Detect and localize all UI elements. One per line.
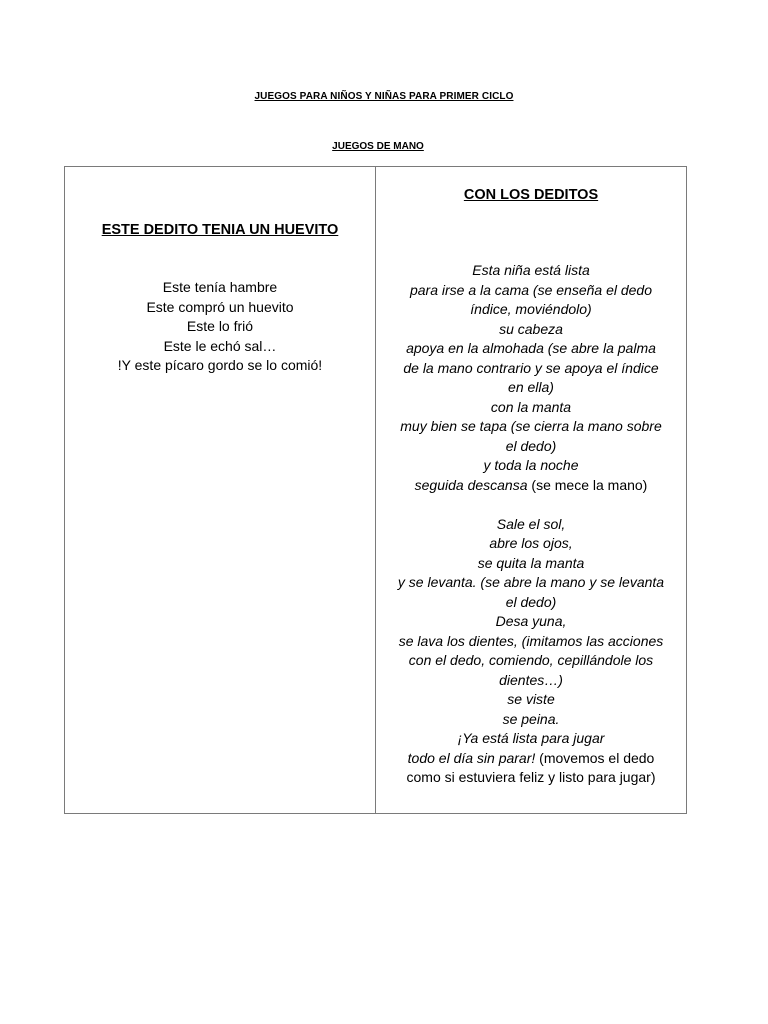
left-poem [65,278,375,376]
poem-line: Desa yuna, [495,613,567,629]
poem-line-normal: (se mece la mano) [527,476,648,493]
poem-line-italic: todo el día sin parar! [407,749,536,766]
poem-line: se lava los dientes, (imitamos las acciones [398,632,664,649]
poem-line: con la manta [490,398,572,415]
poem-line: !Y este pícaro gordo se lo comió! [117,357,323,373]
poem-line: se peina. [502,710,560,727]
poem-line: se quita la manta [477,554,585,571]
right-column-heading: CON LOS DEDITOS [463,187,599,203]
poem-line: Esta niña está lista [472,262,590,278]
document-subtitle: JUEGOS DE MANO [332,141,424,152]
poem-line: Este le echó sal… [163,337,277,354]
poem-line: Sale el sol, [496,515,566,532]
poem-line [384,476,678,496]
poem-line: el dedo) [505,437,557,454]
poem-line: se viste [507,691,555,707]
poem-line: Este tenía hambre [162,279,278,295]
poem-line: de la mano contrario y se apoya el índice [403,359,659,376]
right-column [376,167,686,813]
poem-line: el dedo) [505,593,557,610]
poem-line: abre los ojos, [489,535,573,551]
poem-line: apoya en la almohada (se abre la palma [406,340,656,356]
poems-table [64,166,687,814]
poem-line: ¡Ya está lista para jugar [457,730,605,746]
poem-line: en ella) [508,379,554,395]
poem-line: y toda la noche [483,457,579,473]
poem-line: dientes…) [499,671,563,688]
poem-line: para irse a la cama (se enseña el dedo [409,281,653,298]
poem-line: Este compró un huevito [146,298,294,315]
poem-line: y se levanta. (se abre la mano y se levanta [397,574,665,590]
left-column-heading: ESTE DEDITO TENIA UN HUEVITO [101,222,339,238]
poem-line: Este lo frió [186,318,254,334]
right-poem [376,261,686,788]
document-title: JUEGOS PARA NIÑOS Y NIÑAS PARA PRIMER CICLO [254,91,514,102]
poem-line: muy bien se tapa (se cierra la mano sobre [400,418,662,434]
poem-line: índice, moviéndolo) [470,301,592,317]
poem-line [384,749,678,769]
poem-line: como si estuviera feliz y listo para jugar) [406,769,656,785]
poem-line: con el dedo, comiendo, cepillándole los [408,652,654,668]
left-column [65,167,376,813]
poem-line: su cabeza [499,320,563,337]
stanza-gap [384,495,678,515]
poem-line-normal: (movemos el dedo [535,749,655,766]
poem-line-italic: seguida descansa [414,476,528,493]
